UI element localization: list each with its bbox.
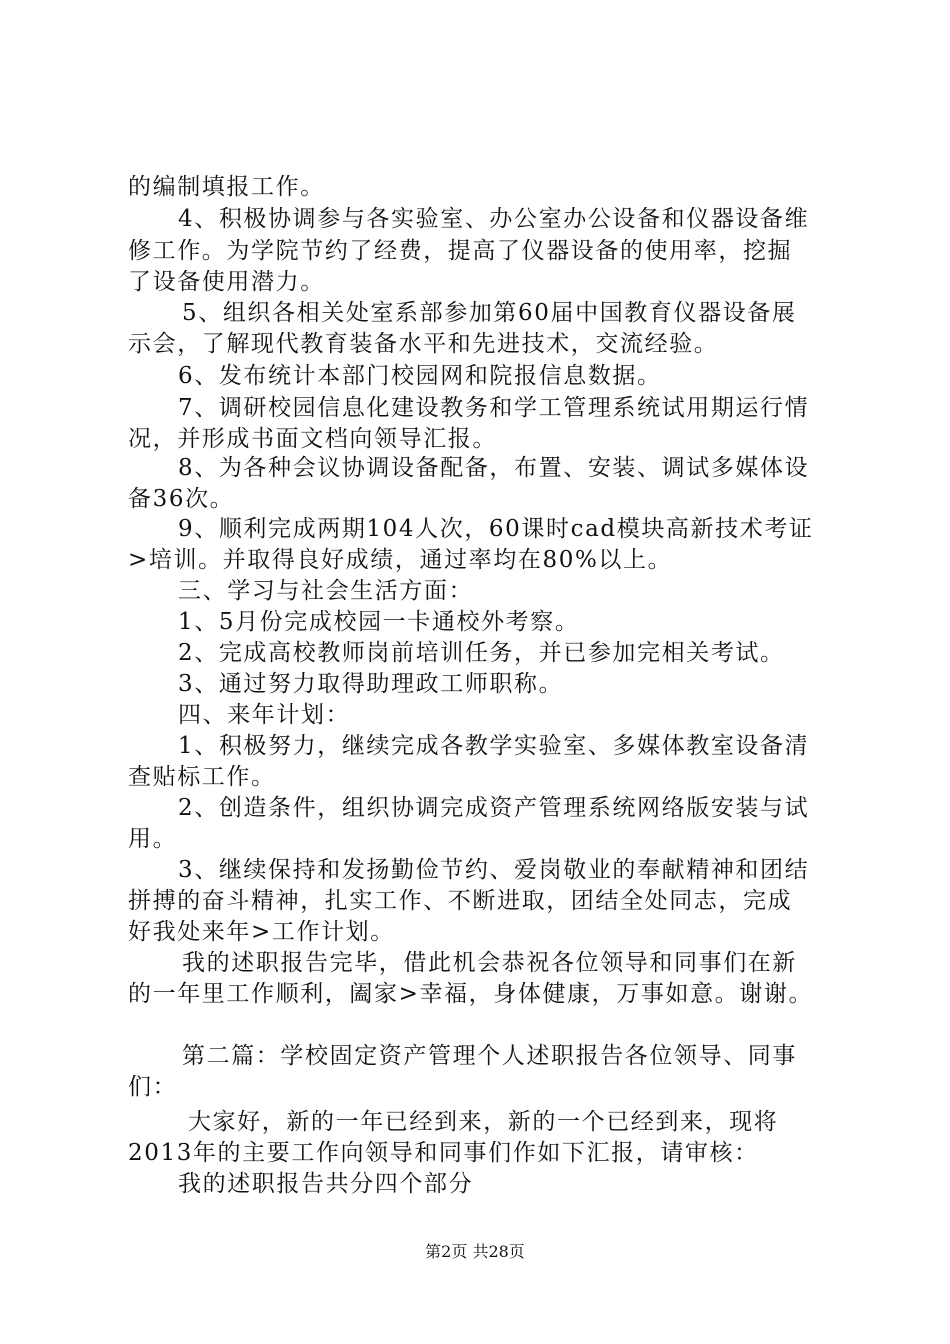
body-line: 查贴标工作。 xyxy=(128,764,276,790)
section-heading: 三、学习与社会生活方面： xyxy=(178,578,474,604)
body-line: 好我处来年>工作计划。 xyxy=(128,919,395,945)
body-line: 2013年的主要工作向领导和同事们作如下汇报，请审核： xyxy=(128,1140,759,1166)
section-heading: 四、来年计划： xyxy=(178,702,351,728)
body-line: 拼搏的奋斗精神，扎实工作、不断进取，团结全处同志，完成 xyxy=(128,888,793,914)
body-line: 况，并形成书面文档向领导汇报。 xyxy=(128,426,497,452)
body-line: 的编制填报工作。 xyxy=(128,174,325,200)
body-line: 我的述职报告完毕，借此机会恭祝各位领导和同事们在新 xyxy=(182,950,797,976)
body-line: 们： xyxy=(128,1074,178,1100)
body-line: >培训。并取得良好成绩，通过率均在80%以上。 xyxy=(128,547,673,573)
body-line: 我的述职报告共分四个部分 xyxy=(178,1171,474,1197)
body-line: 7、调研校园信息化建设教务和学工管理系统试用期运行情 xyxy=(178,395,810,421)
body-line: 1、5月份完成校园一卡通校外考察。 xyxy=(178,609,580,635)
chapter-heading: 第二篇：学校固定资产管理个人述职报告各位领导、同事 xyxy=(182,1043,797,1069)
body-line: 3、通过努力取得助理政工师职称。 xyxy=(178,671,564,697)
body-line: 3、继续保持和发扬勤俭节约、爱岗敬业的奉献精神和团结 xyxy=(178,857,810,883)
body-line: 2、创造条件，组织协调完成资产管理系统网络版安装与试 xyxy=(178,795,810,821)
body-line: 2、完成高校教师岗前培训任务，并已参加完相关考试。 xyxy=(178,640,785,666)
body-line: 示会，了解现代教育装备水平和先进技术，交流经验。 xyxy=(128,331,719,357)
body-line: 了设备使用潜力。 xyxy=(128,269,325,295)
body-line: 大家好，新的一年已经到来，新的一个已经到来，现将 xyxy=(188,1109,779,1135)
page-footer: 第2页 共28页 xyxy=(425,1242,525,1261)
body-line: 8、为各种会议协调设备配备，布置、安装、调试多媒体设 xyxy=(178,455,810,481)
body-line: 5、组织各相关处室系部参加第60届中国教育仪器设备展 xyxy=(182,300,797,326)
body-line: 1、积极努力，继续完成各教学实验室、多媒体教室设备清 xyxy=(178,733,810,759)
body-line: 修工作。为学院节约了经费，提高了仪器设备的使用率，挖掘 xyxy=(128,238,793,264)
body-line: 9、顺利完成两期104人次，60课时cad模块高新技术考证 xyxy=(178,516,814,542)
body-line: 的一年里工作顺利，阖家>幸福，身体健康，万事如意。谢谢。 xyxy=(128,981,814,1007)
body-line: 4、积极协调参与各实验室、办公室办公设备和仪器设备维 xyxy=(178,206,810,232)
body-line: 6、发布统计本部门校园网和院报信息数据。 xyxy=(178,363,662,389)
body-line: 用。 xyxy=(128,826,178,852)
body-line: 备36次。 xyxy=(128,486,235,512)
